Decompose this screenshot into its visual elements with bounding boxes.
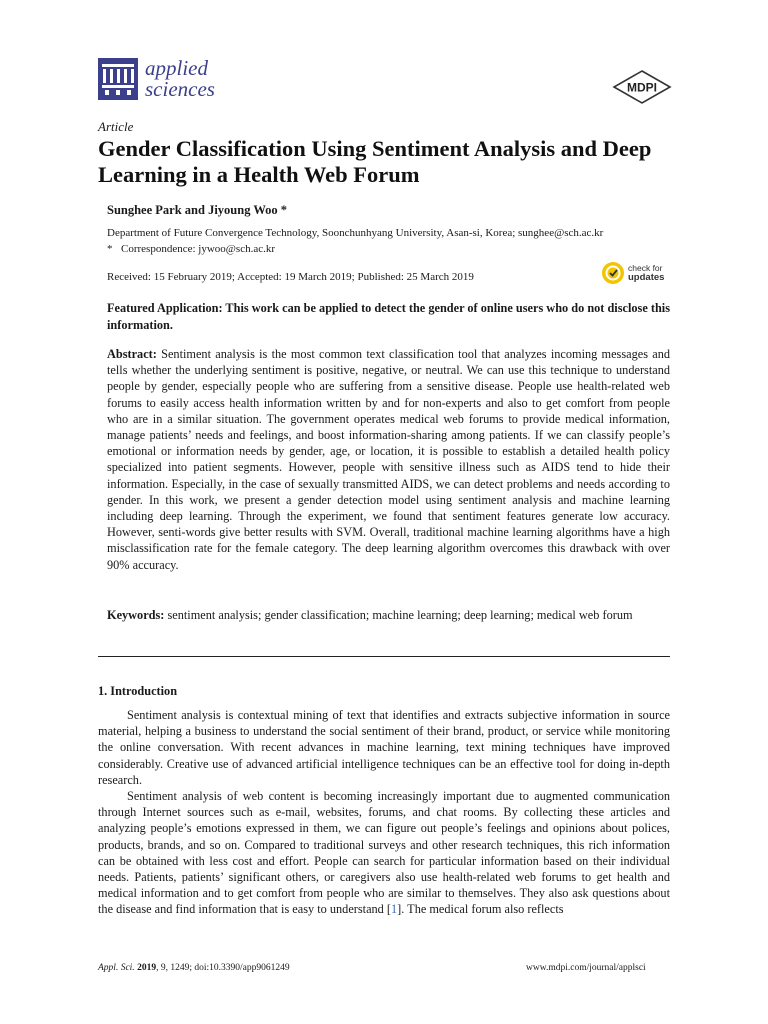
check-line2: updates [628,272,665,283]
intro-p2-text: Sentiment analysis of web content is becoming increasingly important due to augmented communication through Internet sources such as e-mail, websites, forums, and chat rooms. By collecting these articles and analyzing people’s emotions expressed in them, we can figure out people’s feelings and opinions about polices, products, brands, and so on. Compared to traditional surveys and other research techniques, this rich information can be obtained with less cost and effort. People can search for particular information based on their individual needs. Patients, patients’ significant others, or caregivers also use health-related web forums to get health and medical information and to get comfort from people who are similar to themselves. They also ask questions about the disease and find information that is easy to understand [ [98,789,670,917]
intro-p2-tail: ]. The medical forum also reflects [397,902,564,917]
check-for-updates-badge[interactable] [601,261,664,285]
abstract [107,346,670,573]
footer-url[interactable]: www.mdpi.com/journal/applsci [526,963,646,973]
journal-name-line1: applied [145,56,208,80]
introduction-body [98,707,670,918]
keywords-label: Keywords: [107,608,165,622]
section-divider [98,656,670,657]
check-for-updates-label [628,264,664,282]
journal-name [145,58,215,100]
article-type: Article [98,119,134,134]
section-heading-introduction: 1. Introduction [98,684,178,698]
footer-citation-rest: , 9, 1249; doi:10.3390/app9061249 [156,963,290,973]
footer-journal-abbrev: Appl. Sci. [98,963,135,973]
authors: Sunghee Park and Jiyoung Woo * [107,203,288,217]
intro-paragraph-1: Sentiment analysis is contextual mining of text that identifies and extracts subjective information in source material, helping a business to understand the social sentiment of their brand, product, or service while monitoring the online conversation. With recent advances in machine learning, text mining techniques have improved considerably. Creative use of advanced artificial intelligence techniques can be an effective tool for doing in-depth research. [98,708,670,787]
citation-link[interactable]: 1 [391,902,398,917]
correspondence: Correspondence: jywoo@sch.ac.kr [121,243,275,255]
keywords-text: sentiment analysis; gender classification; machine learning; deep learning; medical web forum [167,608,633,622]
mdpi-logo-icon [612,70,672,104]
intro-paragraph-2 [98,788,670,918]
abstract-text: Sentiment analysis is the most common text classification tool that analyzes incoming messages and tells whether the underlying sentiment is positive, negative, or neutral. We can use this technique to understand people by gender, especially people who are suffering from a sensitive disease. People use health-related web forums to easily access health information written by and for non-experts and also to get comfort from people who are in a similar situation. The government operates medical web forums to provide medical information, manage patients’ needs and feelings, and boost information-sharing among patients. If we can classify people’s emotional or information needs by gender, age, or location, it is possible to establish a detailed health policy specialized into patient segments. However, people with sensitive illness such as AIDS tend to hide their information. Especially, in the case of sexually transmitted AIDS, we can detect problems and needs according to gender. In this work, we present a gender detection model using sentiment analysis and machine learning including deep learning. Through the experiment, we found that sentiment features generate low accuracy. However, senti-words give better results with SVM. Overall, traditional machine learning algorithms have a high misclassification rate for the female category. The deep learning algorithm overcomes this drawback with over 90% accuracy. [107,347,670,572]
journal-logo [98,58,215,100]
featured-application: Featured Application: This work can be applied to detect the gender of online users who do not disclose this information. [107,301,670,332]
footer-year: 2019 [137,963,157,973]
publication-dates: Received: 15 February 2019; Accepted: 19 March 2019; Published: 25 March 2019 [107,271,474,283]
affiliation: Department of Future Convergence Technology, Soonchunhyang University, Asan-si, Korea; sunghee@sch.ac.kr [107,227,604,239]
journal-name-line2: sciences [145,77,215,101]
keywords [107,607,670,624]
paper-title: Gender Classification Using Sentiment Analysis and Deep Learning in a Health Web Forum [98,136,652,187]
check-line1: check for [628,263,663,273]
publisher-name: MDPI [627,80,657,95]
affiliations [107,225,682,257]
footer-citation [98,963,290,973]
abstract-label: Abstract: [107,347,157,361]
check-for-updates-icon [601,261,625,285]
applied-sciences-logo-icon [98,58,138,100]
correspondence-line [107,241,682,257]
correspondence-star: * [107,243,113,255]
